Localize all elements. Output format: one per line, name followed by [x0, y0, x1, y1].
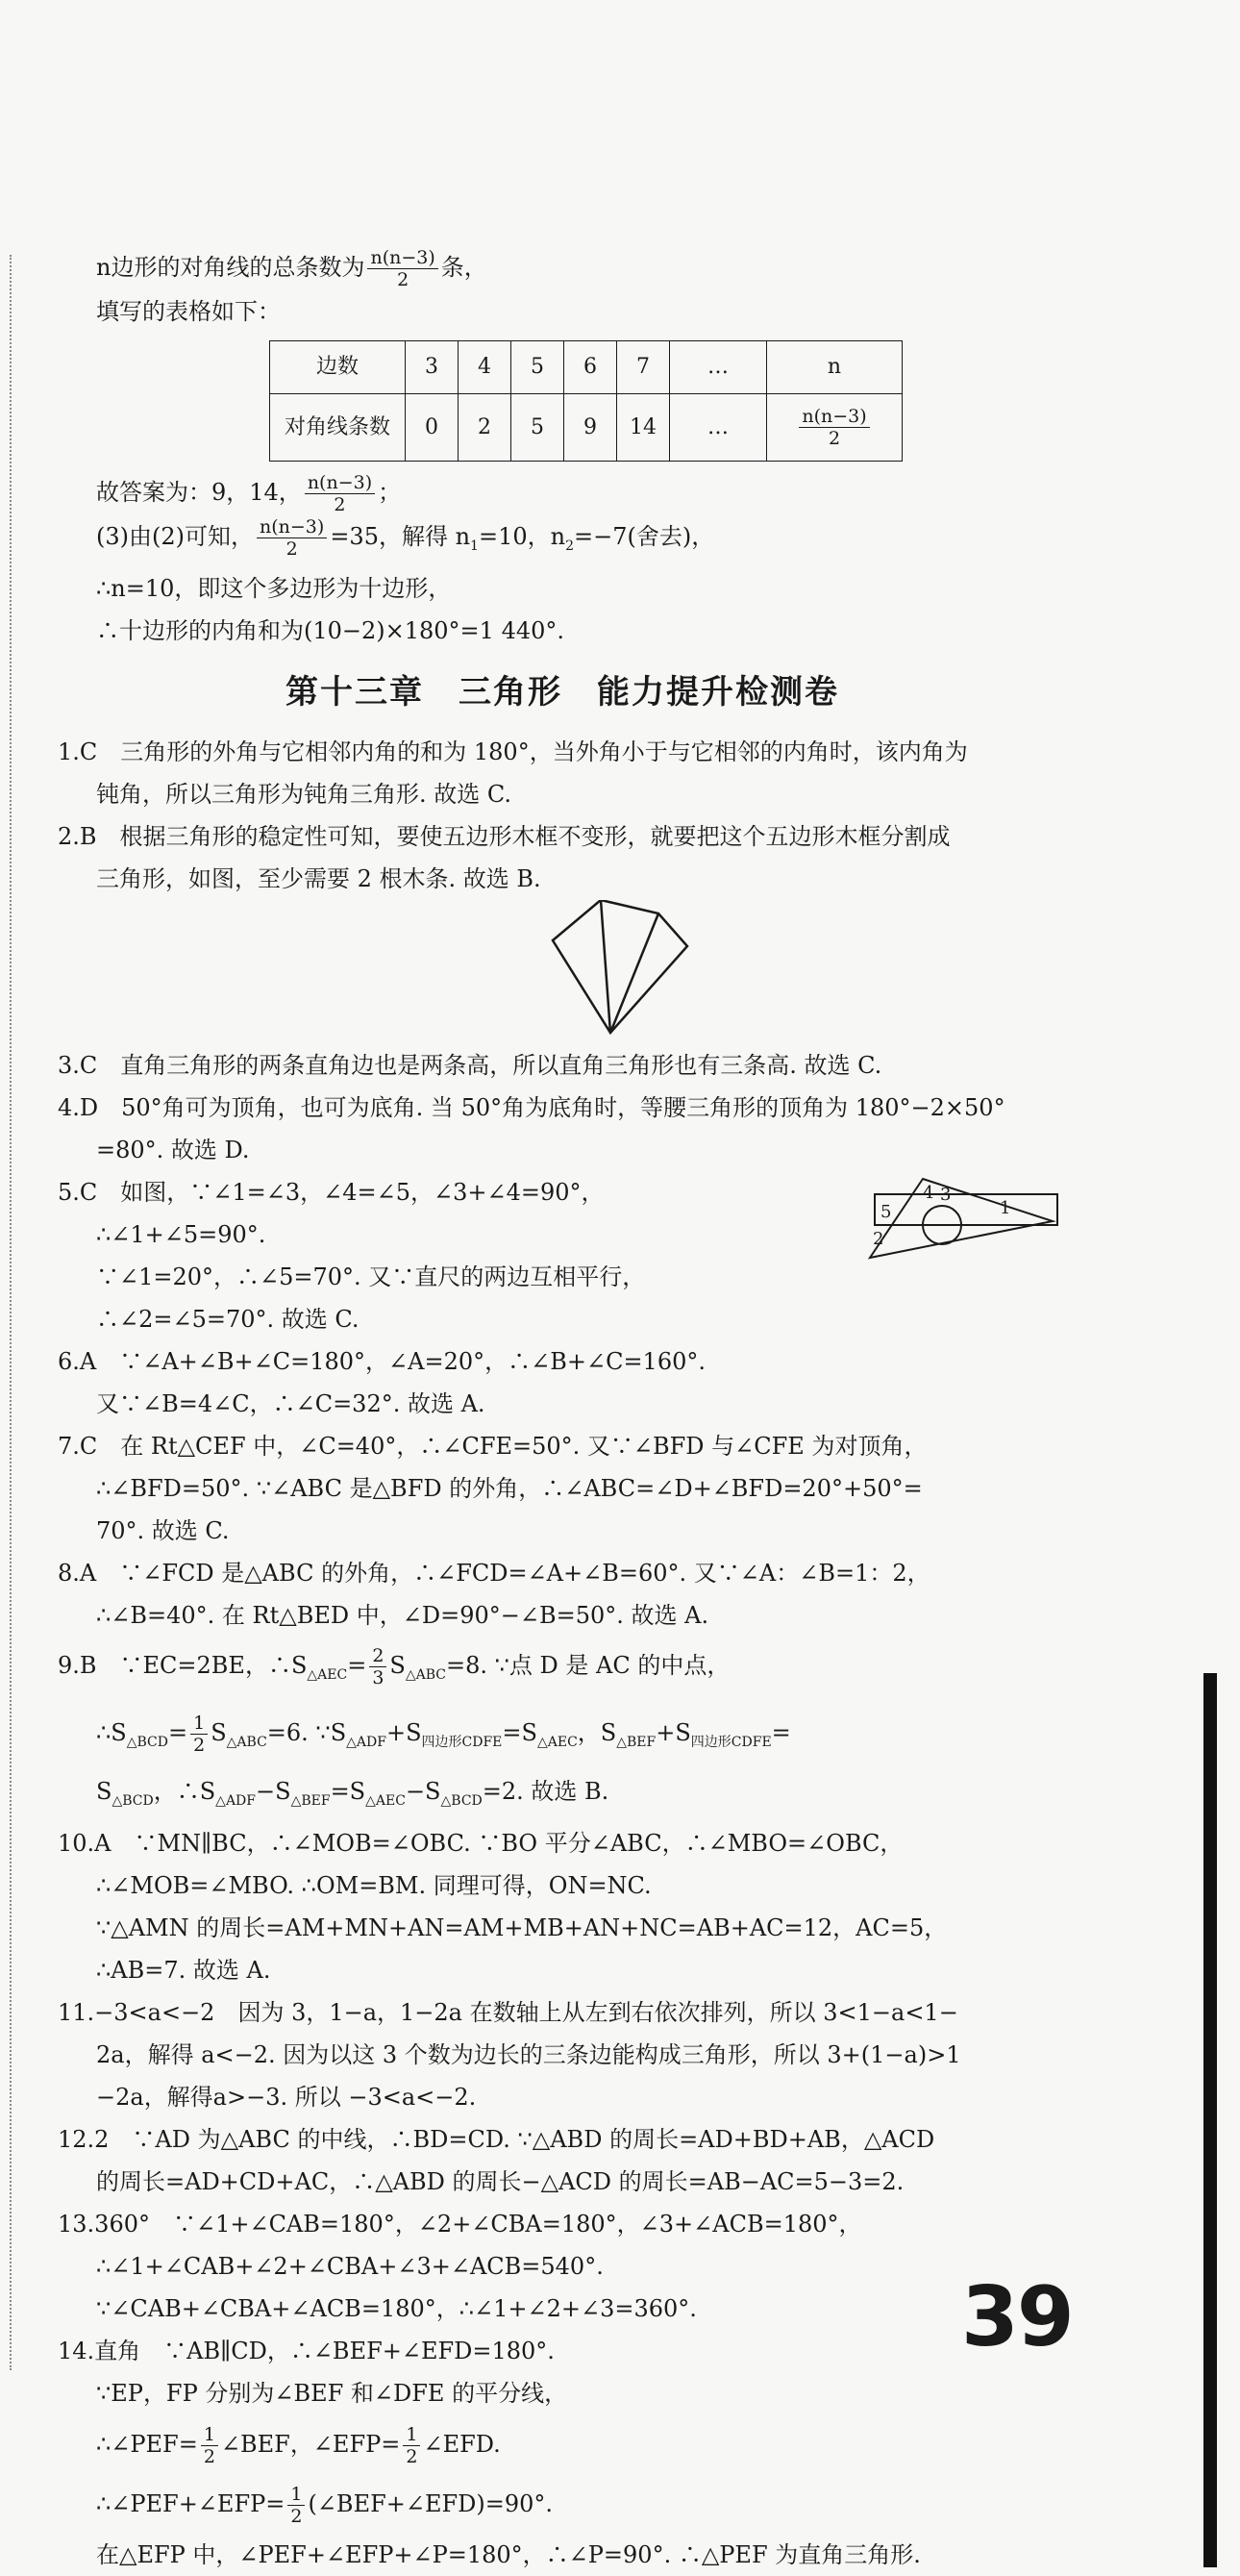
diagonal-table — [269, 340, 903, 462]
q13-line1: 13.360° ∵∠1+∠CAB=180°，∠2+∠CBA=180°，∠3+∠ACB=180°， — [58, 2211, 862, 2238]
pentagon-shape — [553, 900, 687, 1033]
table-cell: 6 — [564, 341, 617, 394]
q10-line1: 10.A ∵MN∥BC，∴∠MOB=∠OBC. ∵BO 平分∠ABC，∴∠MBO=∠OBC， — [58, 1830, 904, 1858]
ruler-triangle-figure — [856, 1171, 1067, 1277]
table-intro: 填写的表格如下： — [96, 298, 281, 325]
content — [58, 240, 1067, 2576]
q6-line1: 6.A ∵∠A+∠B+∠C=180°，∠A=20°，∴∠B+∠C=160°. — [58, 1347, 706, 1375]
q9-line2: $\therefore S_{\triangle BCD}=$ $\frac{1}{2}$ $S_{\triangle ABC}=6$. $\because S_{\triangle ADF}+S_{四边形CDFE}=S_{\triangle AEC}$，$S_{\triangle BEF}+S_{四边形CDFE}=$ — [96, 1712, 791, 1756]
q12-line1: 12.2 ∵AD 为△ABC 的中线，∴BD=CD. ∵△ABD 的周长=AD+BD+AB，△ACD — [58, 2126, 935, 2154]
q14-line4: ∴∠PEF+∠EFP= $\frac{1}{2}$ (∠BEF+∠EFD)=90°. — [96, 2484, 554, 2528]
q4-line1: 4.D 50°角可为顶角，也可为底角. 当 50°角为底角时，等腰三角形的顶角为 180°−2×50° — [58, 1093, 1005, 1121]
table-cell: … — [670, 394, 767, 462]
q14-line1: 14.直角 ∵AB∥CD，∴∠BEF+∠EFD=180°. — [58, 2338, 555, 2365]
table-cell: n — [767, 341, 903, 394]
q2-line2: 三角形，如图，至少需要 2 根木条. 故选 B. — [96, 864, 541, 892]
q5-line1: 5.C 如图，∵∠1=∠3，∠4=∠5，∠3+∠4=90°， — [58, 1178, 605, 1206]
q12-line2: 的周长=AD+CD+AC，∴△ABD 的周长−△ACD 的周长=AB−AC=5−3=2. — [96, 2168, 905, 2196]
q11-line3: −2a，解得a>−3. 所以 −3<a<−2. — [96, 2084, 477, 2112]
q5-block — [58, 1171, 1067, 1340]
part3-line1: (3)由(2)可知， $\frac{n(n-3)}{2}$ =35，解得 $n_1=10$，$n_2=-7$(舍去)， — [96, 516, 715, 560]
page-edge-bar — [1203, 1673, 1217, 2567]
page-number: 39 — [961, 2269, 1073, 2365]
part3-line2: ∴n=10，即这个多边形为十边形， — [96, 574, 452, 602]
table-cell: 3 — [406, 341, 459, 394]
table-cell: 7 — [617, 341, 670, 394]
table-cell: 14 — [617, 394, 670, 462]
table-row — [270, 341, 903, 394]
part3-line3: ∴十边形的内角和为(10−2)×180°=1 440°. — [96, 616, 565, 644]
q1-line1: 1.C 三角形的外角与它相邻内角的和为 180°，当外角小于与它相邻的内角时，该内角为 — [58, 738, 968, 765]
q5-line4: ∴∠2=∠5=70°. 故选 C. — [96, 1305, 360, 1333]
q5-line3: ∵∠1=20°，∴∠5=70°. 又∵直尺的两边互相平行， — [96, 1263, 646, 1290]
q13-line2: ∴∠1+∠CAB+∠2+∠CBA+∠3+∠ACB=540°. — [96, 2253, 604, 2281]
table-cell: 4 — [459, 341, 511, 394]
q11-line1: 11.−3<a<−2 因为 3，1−a，1−2a 在数轴上从左到右依次排列，所以 3<1−a<1− — [58, 1999, 958, 2027]
q10-line2: ∴∠MOB=∠MBO. ∴OM=BM. 同理可得，ON=NC. — [96, 1872, 652, 1900]
q1-line2: 钝角，所以三角形为钝角三角形. 故选 C. — [96, 780, 512, 808]
table-cell: 边数 — [270, 341, 406, 394]
angle-label: 2 — [873, 1228, 884, 1249]
table-cell: 5 — [511, 341, 564, 394]
table-cell: $\frac{n(n-3)}{2}$ — [767, 394, 903, 462]
fraction: $\frac{n(n-3)}{2}$ — [367, 247, 437, 290]
q11-line2: 2a，解得 a<−2. 因为以这 3 个数为边长的三条边能构成三角形，所以 3+(1−a)>1 — [96, 2041, 961, 2069]
q14-line3: ∴∠PEF= $\frac{1}{2}$ ∠BEF，∠EFP= $\frac{1}{2}$ ∠EFD. — [96, 2424, 501, 2468]
q9-line3: $S_{\triangle BCD}$，$\therefore S_{\triangle ADF}-S_{\triangle BEF}=S_{\triangle AEC}-S_{\triangle BCD}=2$. 故选 B. — [96, 1778, 609, 1810]
answer-line: 故答案为：9，14， $\frac{n(n-3)}{2}$ ； — [96, 472, 402, 515]
q10-line4: ∴AB=7. 故选 A. — [96, 1957, 271, 1985]
angle-label: 3 — [940, 1184, 952, 1205]
pentagon-diagonal — [610, 913, 658, 1033]
table-cell: 0 — [406, 394, 459, 462]
q2-line1: 2.B 根据三角形的稳定性可知，要使五边形木框不变形，就要把这个五边形木框分割成 — [58, 822, 951, 850]
angle-label: 5 — [880, 1201, 892, 1222]
q7-line1: 7.C 在 Rt△CEF 中，∠C=40°，∴∠CFE=50°. 又∵∠BFD 与∠CFE 为对顶角， — [58, 1432, 928, 1460]
table-cell: 5 — [511, 394, 564, 462]
table-cell: … — [670, 341, 767, 394]
table-cell: 2 — [459, 394, 511, 462]
angle-label: 4 — [923, 1182, 934, 1203]
q14-line2: ∵EP，FP 分别为∠BEF 和∠DFE 的平分线， — [96, 2380, 568, 2408]
triangle-shape — [870, 1179, 1053, 1258]
q4-line2: =80°. 故选 D. — [96, 1136, 250, 1163]
table-cell: 9 — [564, 394, 617, 462]
text: 条， — [440, 254, 487, 281]
margin-dotted-rule — [10, 255, 12, 2370]
q8-line2: ∴∠B=40°. 在 Rt△BED 中，∠D=90°−∠B=50°. 故选 A. — [96, 1601, 709, 1629]
pentagon-figure — [58, 900, 1067, 1044]
table-row — [270, 394, 903, 462]
q8-line1: 8.A ∵∠FCD 是△ABC 的外角，∴∠FCD=∠A+∠B=60°. 又∵∠A：∠B=1：2， — [58, 1559, 930, 1587]
q14-line5: 在△EFP 中，∠PEF+∠EFP+∠P=180°，∴∠P=90°. ∴△PEF 为直角三角形. — [96, 2541, 921, 2569]
angle-label: 1 — [1000, 1197, 1011, 1218]
pentagon-diagonal — [601, 900, 610, 1033]
text: n边形的对角线的总条数为 — [96, 254, 365, 281]
diagonal-total-line — [58, 246, 1067, 290]
q9-line1: 9.B ∵EC=2BE，$\therefore S_{\triangle AEC}=$ $\frac{2}{3}$ $S_{\triangle ABC}=8$. ∵点 D 是 AC 的中点， — [58, 1644, 731, 1688]
q7-line3: 70°. 故选 C. — [96, 1516, 230, 1544]
q3-line: 3.C 直角三角形的两条直角边也是两条高，所以直角三角形也有三条高. 故选 C. — [58, 1051, 882, 1079]
q5-line2: ∴∠1+∠5=90°. — [96, 1220, 266, 1248]
q6-line2: 又∵∠B=4∠C，∴∠C=32°. 故选 A. — [96, 1389, 485, 1417]
q10-line3: ∵△AMN 的周长=AM+MN+AN=AM+MB+AN+NC=AB+AC=12，AC=5， — [96, 1914, 948, 1942]
table-cell: 对角线条数 — [270, 394, 406, 462]
chapter-title: 第十三章 三角形 能力提升检测卷 — [285, 672, 839, 712]
q7-line2: ∴∠BFD=50°. ∵∠ABC 是△BFD 的外角，∴∠ABC=∠D+∠BFD=20°+50°= — [96, 1474, 923, 1502]
q13-line3: ∵∠CAB+∠CBA+∠ACB=180°，∴∠1+∠2+∠3=360°. — [96, 2295, 697, 2323]
